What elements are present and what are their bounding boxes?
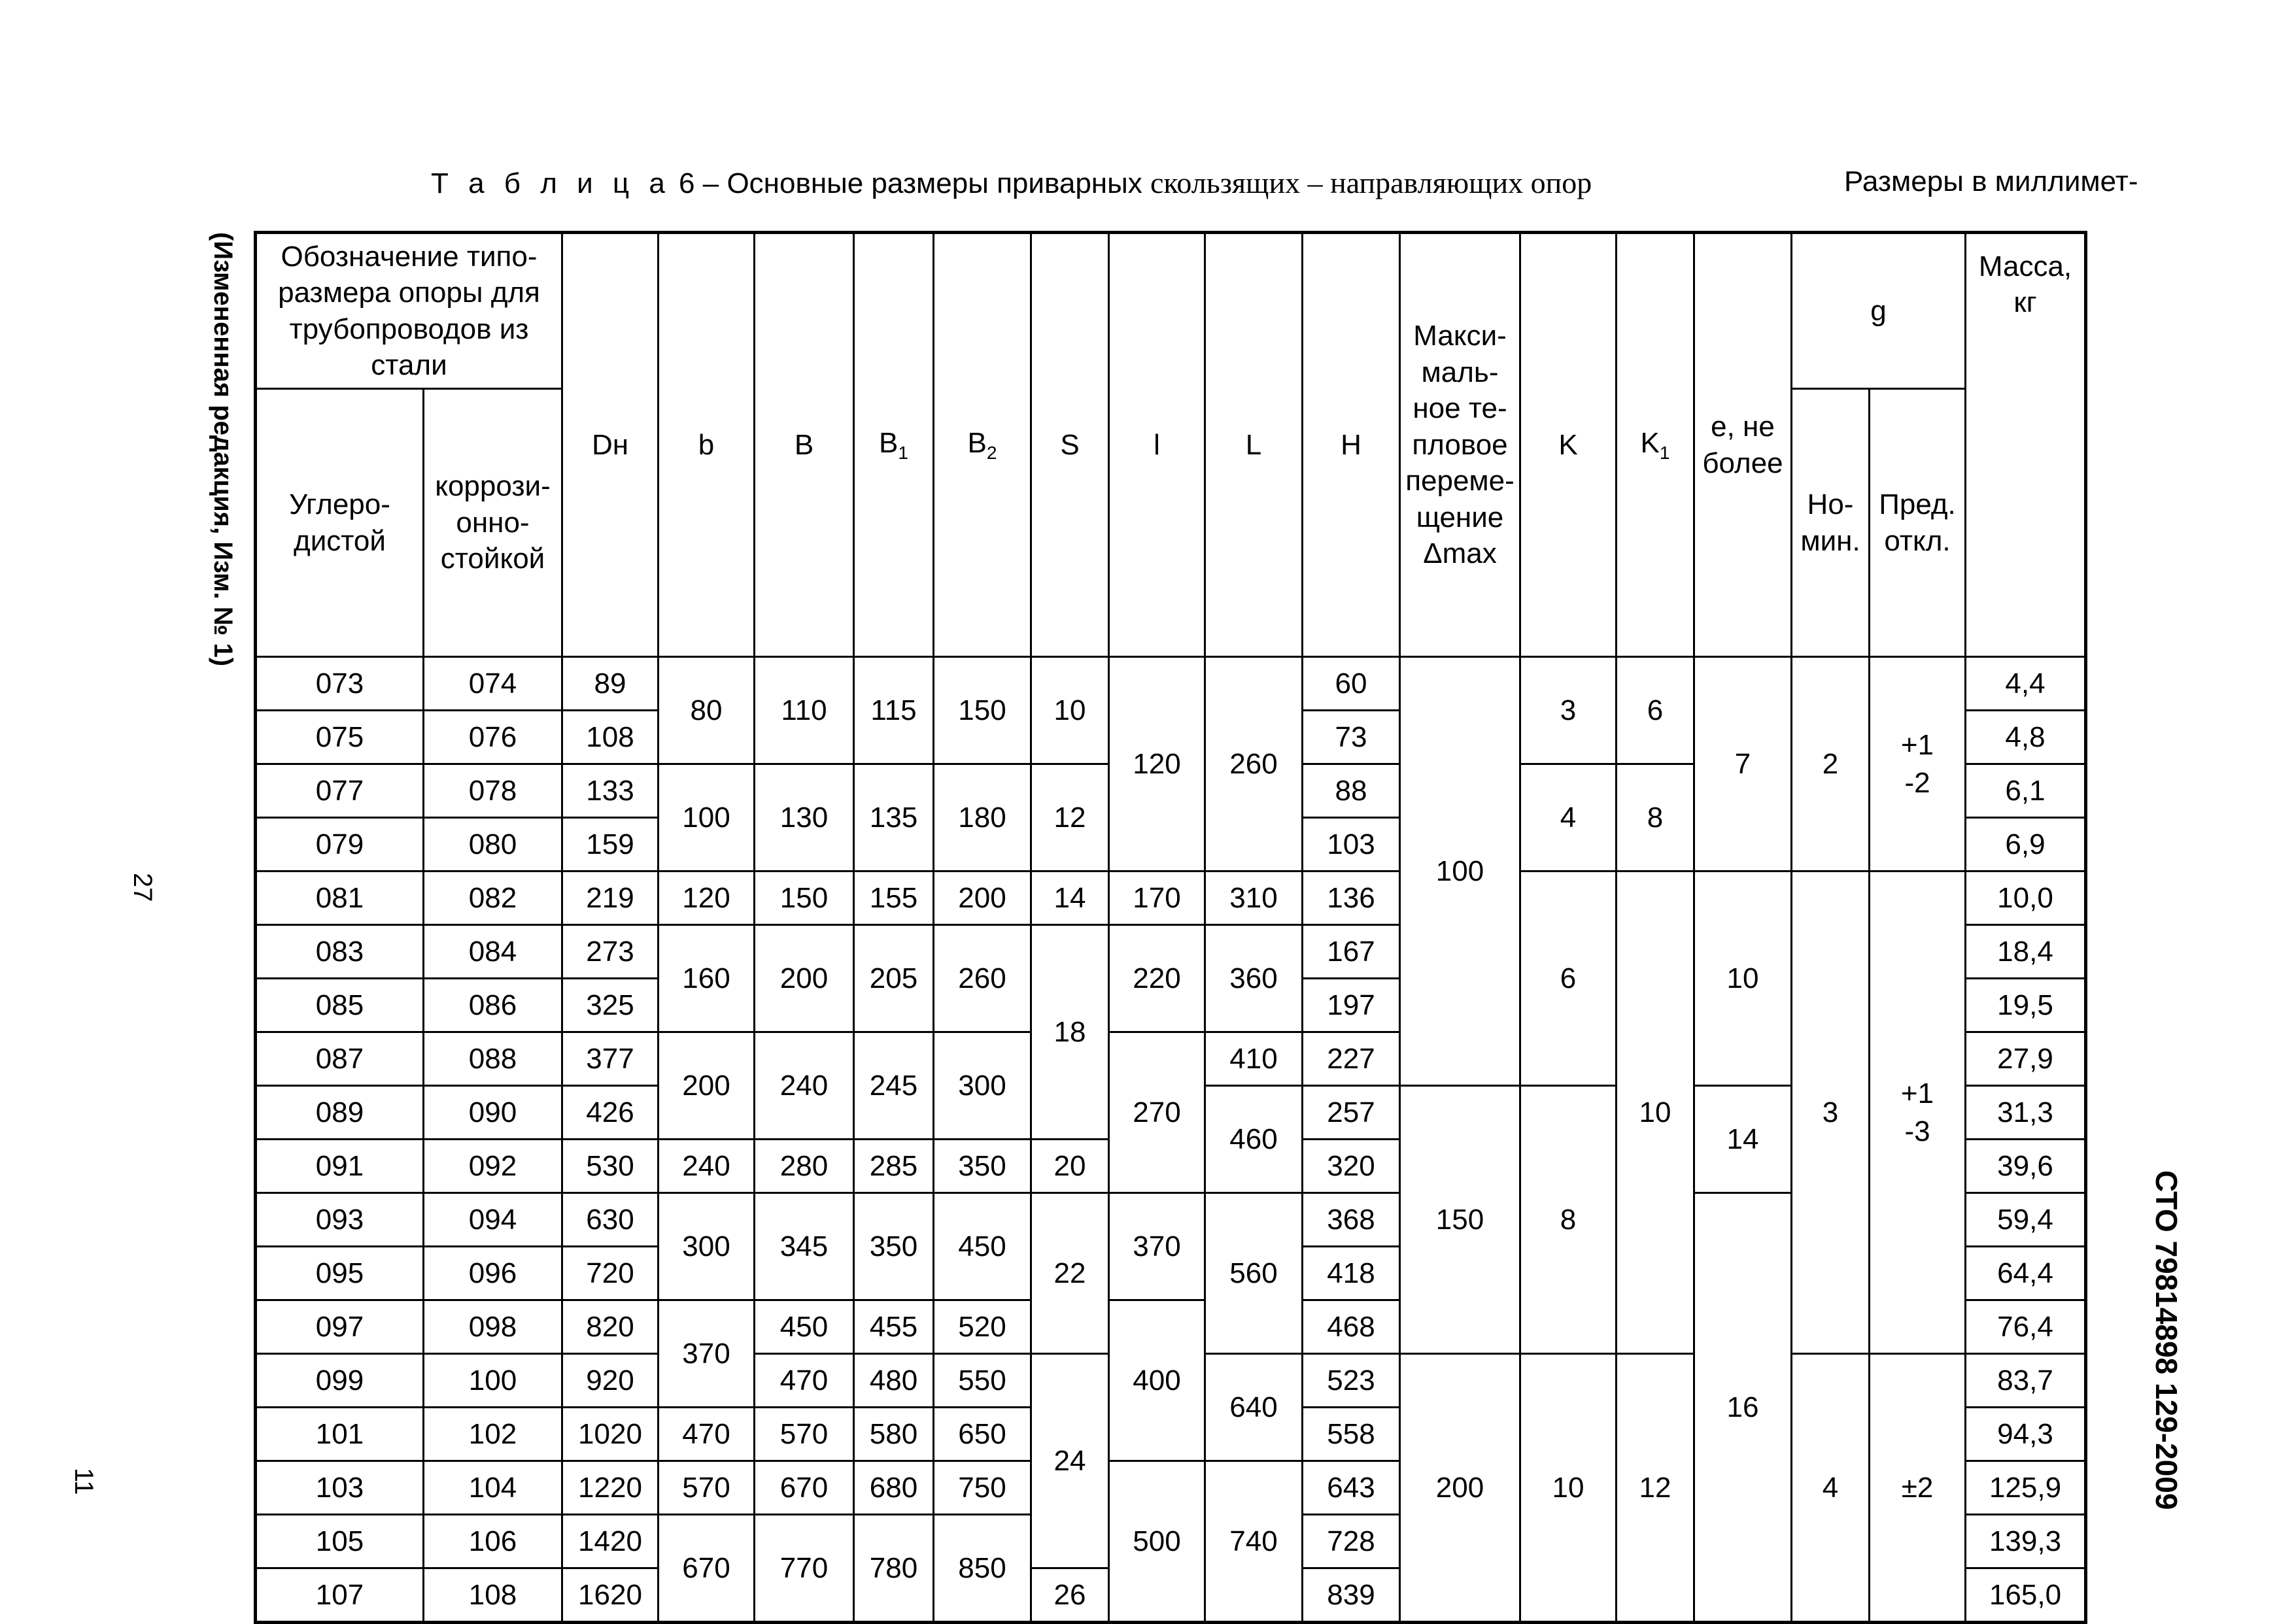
table-cell: 750	[934, 1461, 1031, 1515]
table-cell: 133	[562, 764, 659, 818]
table-cell: 096	[424, 1247, 562, 1300]
table-cell: 160	[659, 925, 755, 1032]
table-row	[256, 871, 2086, 925]
table-cell: 377	[562, 1032, 659, 1086]
table-cell: 270	[1109, 1032, 1205, 1193]
table-cell: 219	[562, 871, 659, 925]
header-carbon: Углеро-дистой	[256, 389, 424, 657]
table-cell: 4,8	[1966, 711, 2086, 764]
header-dn: Dн	[562, 233, 659, 657]
table-cell: 560	[1205, 1193, 1303, 1354]
header-l: l	[1109, 233, 1205, 657]
table-cell: 074	[424, 657, 562, 711]
table-cell: 360	[1205, 925, 1303, 1032]
table-cell: 200	[934, 871, 1031, 925]
table-cell: 4,4	[1966, 657, 2086, 711]
table-cell: 1220	[562, 1461, 659, 1515]
table-cell: 570	[659, 1461, 755, 1515]
table-cell: 150	[934, 657, 1031, 764]
header-g-nom: Но-мин.	[1792, 389, 1870, 657]
table-cell: 089	[256, 1086, 424, 1140]
table-cell: 22	[1031, 1193, 1109, 1354]
table-cell: 1620	[562, 1568, 659, 1623]
table-cell: 105	[256, 1515, 424, 1568]
table-cell: 10	[1520, 1354, 1617, 1623]
table-cell: 640	[1205, 1354, 1303, 1461]
table-cell: +1 -3	[1870, 871, 1966, 1354]
table-cell: 260	[934, 925, 1031, 1032]
table-cell: 720	[562, 1247, 659, 1300]
table-cell: 139,3	[1966, 1515, 2086, 1568]
table-cell: 460	[1205, 1086, 1303, 1193]
caption-number: 6 – Основные размеры приварных	[670, 167, 1150, 199]
table-cell: 300	[934, 1032, 1031, 1140]
table-cell: 091	[256, 1140, 424, 1193]
table-cell: 88	[1303, 764, 1400, 818]
table-cell: 839	[1303, 1568, 1400, 1623]
table-cell: 135	[854, 764, 934, 871]
table-cell: 60	[1303, 657, 1400, 711]
table-cell: 6	[1520, 871, 1617, 1086]
table-cell: 1020	[562, 1408, 659, 1461]
table-cell: 200	[755, 925, 854, 1032]
caption-label: Т а б л и ц а	[431, 167, 671, 199]
header-b: b	[659, 233, 755, 657]
table-cell: 770	[755, 1515, 854, 1623]
table-cell: 19,5	[1966, 979, 2086, 1032]
table-cell: 670	[755, 1461, 854, 1515]
table-cell: 102	[424, 1408, 562, 1461]
table-cell: 12	[1031, 764, 1109, 871]
table-cell: 240	[755, 1032, 854, 1140]
table-cell: 310	[1205, 871, 1303, 925]
table-cell: 6,9	[1966, 818, 2086, 871]
table-cell: 103	[1303, 818, 1400, 871]
table-cell: 550	[934, 1354, 1031, 1408]
table-cell: 165,0	[1966, 1568, 2086, 1623]
table-cell: 18,4	[1966, 925, 2086, 979]
table-cell: 2	[1792, 657, 1870, 871]
table-cell: 273	[562, 925, 659, 979]
table-cell: 073	[256, 657, 424, 711]
caption-rest: скользящих – направляющих опор	[1150, 166, 1592, 199]
table-cell: 098	[424, 1300, 562, 1354]
table-cell: 14	[1031, 871, 1109, 925]
table-cell: 099	[256, 1354, 424, 1408]
table-cell: 468	[1303, 1300, 1400, 1354]
table-cell: 083	[256, 925, 424, 979]
table-cell: 10	[1031, 657, 1109, 764]
table-cell: 3	[1792, 871, 1870, 1354]
table-cell: 7	[1694, 657, 1792, 871]
table-cell: 3	[1520, 657, 1617, 764]
header-B1: $B_1$	[854, 233, 934, 657]
table-cell: 077	[256, 764, 424, 818]
table-cell: 106	[424, 1515, 562, 1568]
table-cell: 370	[1109, 1193, 1205, 1300]
table-cell: 075	[256, 711, 424, 764]
table-cell: 350	[934, 1140, 1031, 1193]
table-cell: 180	[934, 764, 1031, 871]
table-cell: 16	[1694, 1193, 1792, 1623]
table-cell: 300	[659, 1193, 755, 1300]
table-cell: 078	[424, 764, 562, 818]
table-cell: 200	[659, 1032, 755, 1140]
table-cell: 100	[1400, 657, 1520, 1086]
table-cell: 245	[854, 1032, 934, 1140]
table-cell: 643	[1303, 1461, 1400, 1515]
table-caption	[431, 165, 1592, 200]
header-mass: Масса, кг	[1966, 233, 2086, 657]
table-cell: 167	[1303, 925, 1400, 979]
table-cell: 370	[659, 1300, 755, 1408]
table-cell: 107	[256, 1568, 424, 1623]
table-cell: 200	[1400, 1354, 1520, 1623]
table-cell: 097	[256, 1300, 424, 1354]
table-cell: 8	[1617, 764, 1694, 871]
table-cell: 090	[424, 1086, 562, 1140]
table-cell: 205	[854, 925, 934, 1032]
header-S: S	[1031, 233, 1109, 657]
table-cell: 20	[1031, 1140, 1109, 1193]
table-cell: 780	[854, 1515, 934, 1623]
table-cell: 670	[659, 1515, 755, 1623]
table-cell: 092	[424, 1140, 562, 1193]
dimensions-table	[254, 231, 2087, 1624]
table-cell: 130	[755, 764, 854, 871]
table-cell: 18	[1031, 925, 1109, 1140]
table-cell: 1420	[562, 1515, 659, 1568]
table-cell: 136	[1303, 871, 1400, 925]
table-cell: 120	[1109, 657, 1205, 871]
table-cell: 4	[1792, 1354, 1870, 1623]
table-cell: 59,4	[1966, 1193, 2086, 1247]
table-cell: 850	[934, 1515, 1031, 1623]
table-cell: 24	[1031, 1354, 1109, 1568]
table-cell: 155	[854, 871, 934, 925]
table-cell: 39,6	[1966, 1140, 2086, 1193]
table-cell: 220	[1109, 925, 1205, 1032]
table-cell: 740	[1205, 1461, 1303, 1623]
table-cell: 093	[256, 1193, 424, 1247]
table-row	[256, 657, 2086, 711]
table-cell: 085	[256, 979, 424, 1032]
table-cell: 12	[1617, 1354, 1694, 1623]
table-cell: 6,1	[1966, 764, 2086, 818]
table-cell: 081	[256, 871, 424, 925]
table-cell: 76,4	[1966, 1300, 2086, 1354]
table-cell: 64,4	[1966, 1247, 2086, 1300]
table-cell: 680	[854, 1461, 934, 1515]
table-cell: 470	[755, 1354, 854, 1408]
table-cell: 197	[1303, 979, 1400, 1032]
page-number-11: 11	[69, 1468, 98, 1495]
table-cell: 27,9	[1966, 1032, 2086, 1086]
table-cell: 095	[256, 1247, 424, 1300]
table-cell: 115	[854, 657, 934, 764]
table-cell: 325	[562, 979, 659, 1032]
table-cell: 120	[659, 871, 755, 925]
table-cell: 570	[755, 1408, 854, 1461]
standard-code: СТО 79814898 129-2009	[2149, 1170, 2183, 1510]
table-cell: 4	[1520, 764, 1617, 871]
header-K1: $K_1$	[1617, 233, 1694, 657]
table-cell: 350	[854, 1193, 934, 1300]
header-g-dev: Пред. откл.	[1870, 389, 1966, 657]
table-cell: 558	[1303, 1408, 1400, 1461]
table-cell: 94,3	[1966, 1408, 2086, 1461]
table-cell: 103	[256, 1461, 424, 1515]
table-cell: 450	[934, 1193, 1031, 1300]
table-cell: 345	[755, 1193, 854, 1300]
table-cell: 523	[1303, 1354, 1400, 1408]
table-header	[256, 233, 2086, 657]
table-cell: 100	[659, 764, 755, 871]
table-cell: 368	[1303, 1193, 1400, 1247]
table-cell: 125,9	[1966, 1461, 2086, 1515]
table-cell: 630	[562, 1193, 659, 1247]
table-cell: 10	[1617, 871, 1694, 1354]
table-cell: 10	[1694, 871, 1792, 1086]
table-cell: 108	[562, 711, 659, 764]
table-cell: 240	[659, 1140, 755, 1193]
table-cell: 159	[562, 818, 659, 871]
table-cell: 260	[1205, 657, 1303, 871]
table-cell: 530	[562, 1140, 659, 1193]
header-g: g	[1792, 233, 1966, 389]
header-designation: Обозначение типо-размера опоры для трубопроводов из стали	[256, 233, 562, 389]
header-dmax: Макси-маль-ное те-пловое переме-щение Δmax	[1400, 233, 1520, 657]
table-cell: 418	[1303, 1247, 1400, 1300]
table-cell: 257	[1303, 1086, 1400, 1140]
table-cell: 89	[562, 657, 659, 711]
table-cell: ±2	[1870, 1354, 1966, 1623]
table-cell: 31,3	[1966, 1086, 2086, 1140]
page-number-27: 27	[128, 873, 157, 902]
table-cell: 8	[1520, 1086, 1617, 1354]
table-cell: 150	[755, 871, 854, 925]
table-cell: +1 -2	[1870, 657, 1966, 871]
header-e: e, не более	[1694, 233, 1792, 657]
table-cell: 080	[424, 818, 562, 871]
table-cell: 400	[1109, 1300, 1205, 1461]
table-cell: 520	[934, 1300, 1031, 1354]
table-cell: 920	[562, 1354, 659, 1408]
header-L: L	[1205, 233, 1303, 657]
table-cell: 426	[562, 1086, 659, 1140]
table-cell: 101	[256, 1408, 424, 1461]
table-cell: 086	[424, 979, 562, 1032]
table-cell: 450	[755, 1300, 854, 1354]
header-stainless: коррози-онно-стойкой	[424, 389, 562, 657]
table-cell: 6	[1617, 657, 1694, 764]
table-cell: 650	[934, 1408, 1031, 1461]
table-cell: 470	[659, 1408, 755, 1461]
table-cell: 076	[424, 711, 562, 764]
table-cell: 082	[424, 871, 562, 925]
amendment-note: (Измененная редакция, Изм. № 1)	[209, 232, 237, 667]
table-cell: 150	[1400, 1086, 1520, 1354]
table-cell: 455	[854, 1300, 934, 1354]
table-cell: 108	[424, 1568, 562, 1623]
table-cell: 480	[854, 1354, 934, 1408]
table-cell: 728	[1303, 1515, 1400, 1568]
table-cell: 110	[755, 657, 854, 764]
header-B2: $B_2$	[934, 233, 1031, 657]
table-cell: 410	[1205, 1032, 1303, 1086]
header-B: B	[755, 233, 854, 657]
table-cell: 087	[256, 1032, 424, 1086]
table-cell: 26	[1031, 1568, 1109, 1623]
table-cell: 088	[424, 1032, 562, 1086]
table-cell: 100	[424, 1354, 562, 1408]
table-cell: 10,0	[1966, 871, 2086, 925]
table-cell: 084	[424, 925, 562, 979]
header-K: K	[1520, 233, 1617, 657]
table-cell: 320	[1303, 1140, 1400, 1193]
table-cell: 227	[1303, 1032, 1400, 1086]
table-cell: 14	[1694, 1086, 1792, 1193]
table-cell: 280	[755, 1140, 854, 1193]
table-cell: 80	[659, 657, 755, 764]
table-cell: 500	[1109, 1461, 1205, 1623]
table-cell: 820	[562, 1300, 659, 1354]
table-cell: 104	[424, 1461, 562, 1515]
table-cell: 094	[424, 1193, 562, 1247]
table-cell: 73	[1303, 711, 1400, 764]
table-cell: 83,7	[1966, 1354, 2086, 1408]
table-cell: 285	[854, 1140, 934, 1193]
table-cell: 580	[854, 1408, 934, 1461]
units-note: Размеры в миллимет-	[1844, 165, 2138, 197]
header-H: H	[1303, 233, 1400, 657]
table-cell: 170	[1109, 871, 1205, 925]
table-cell: 079	[256, 818, 424, 871]
